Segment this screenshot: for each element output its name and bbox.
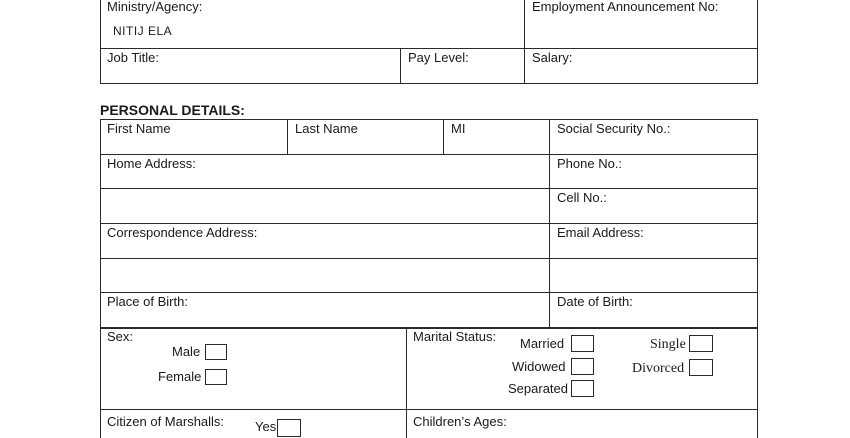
pay-level-label: Pay Level: xyxy=(408,50,469,65)
table-border xyxy=(100,188,758,189)
table-border xyxy=(100,292,758,293)
female-checkbox[interactable] xyxy=(205,369,227,385)
female-label: Female xyxy=(158,369,202,384)
table-border xyxy=(443,119,444,155)
divorced-checkbox[interactable] xyxy=(689,359,713,376)
marital-status-label: Marital Status: xyxy=(413,329,497,344)
table-border xyxy=(100,48,758,49)
table-border xyxy=(757,119,758,438)
mi-label: MI xyxy=(451,121,466,136)
table-border xyxy=(100,0,101,84)
table-border xyxy=(100,119,758,120)
table-border xyxy=(287,119,288,155)
table-border xyxy=(406,327,407,438)
widowed-label: Widowed xyxy=(512,359,566,374)
announcement-label: Employment Announcement No: xyxy=(532,0,719,14)
ministry-label: Ministry/Agency: xyxy=(107,0,203,14)
separated-label: Separated xyxy=(508,381,568,396)
last-name-label: Last Name xyxy=(295,121,358,136)
date-of-birth-label: Date of Birth: xyxy=(557,294,633,309)
phone-label: Phone No.: xyxy=(557,156,623,171)
citizen-yes-checkbox[interactable] xyxy=(277,419,301,437)
single-checkbox[interactable] xyxy=(689,335,713,352)
single-label: Single xyxy=(650,337,686,352)
male-label: Male xyxy=(172,344,201,359)
citizen-yes-label: Yes xyxy=(255,419,277,434)
home-address-label: Home Address: xyxy=(107,156,196,171)
job-title-label: Job Title: xyxy=(107,50,160,65)
male-checkbox[interactable] xyxy=(205,344,227,360)
table-border xyxy=(400,48,401,84)
salary-label: Salary: xyxy=(532,50,573,65)
widowed-checkbox[interactable] xyxy=(571,358,594,375)
table-border xyxy=(100,258,758,259)
table-border xyxy=(100,409,758,410)
married-checkbox[interactable] xyxy=(571,335,594,352)
first-name-label: First Name xyxy=(107,121,171,136)
separated-checkbox[interactable] xyxy=(571,380,594,397)
personal-details-heading: PERSONAL DETAILS: xyxy=(100,102,245,118)
citizen-label: Citizen of Marshalls: xyxy=(107,414,225,429)
correspondence-address-label: Correspondence Address: xyxy=(107,225,258,240)
ssn-label: Social Security No.: xyxy=(557,121,671,136)
table-border xyxy=(524,0,525,84)
sex-label: Sex: xyxy=(107,329,134,344)
divorced-label: Divorced xyxy=(632,361,685,376)
place-of-birth-label: Place of Birth: xyxy=(107,294,188,309)
table-border xyxy=(100,223,758,224)
table-border xyxy=(100,154,758,155)
email-label: Email Address: xyxy=(557,225,644,240)
table-border xyxy=(757,0,758,84)
ministry-value[interactable]: NITIJ ELA xyxy=(113,24,173,38)
married-label: Married xyxy=(520,336,565,351)
cell-label: Cell No.: xyxy=(557,190,607,205)
childrens-ages-label: Children’s Ages: xyxy=(413,414,507,429)
table-border xyxy=(100,83,758,84)
table-border xyxy=(100,119,101,438)
